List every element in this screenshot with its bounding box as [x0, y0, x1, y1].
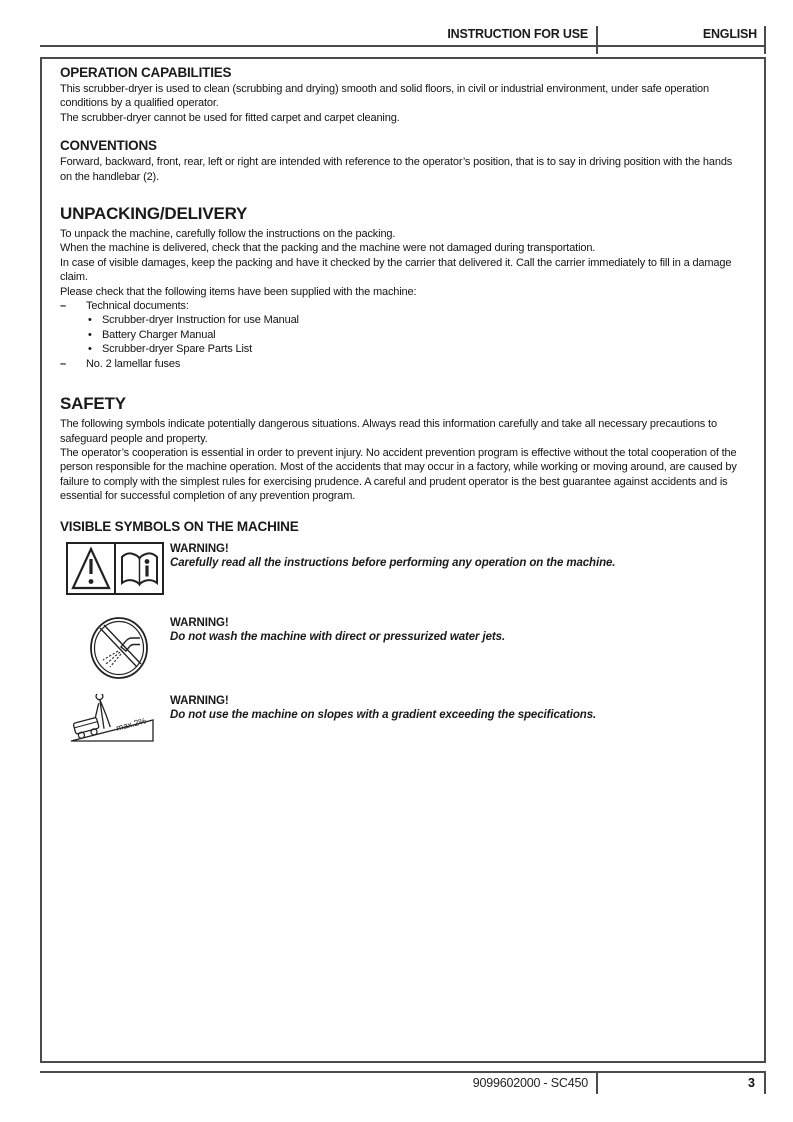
page-header [40, 27, 766, 47]
warning-body [170, 694, 746, 721]
paragraph: To unpack the machine, carefully follow the instructions on the packing. [60, 228, 396, 241]
max-slope-icon [60, 694, 170, 749]
footer-divider-tick [596, 1073, 598, 1094]
paragraph: This scrubber-dryer is used to clean (scrubbing and drying) smooth and solid floors, in civil or industrial environment, under safe operation conditions by a qualified operator. [60, 83, 709, 110]
footer-divider-tick [764, 1073, 766, 1094]
supplied-items-list [60, 299, 746, 371]
warning-block [60, 542, 746, 600]
paragraph: Forward, backward, front, rear, left or right are intended with reference to the operator’s position, that is to say in driving position with the hands on the handlebar (2). [60, 156, 733, 183]
list-item-text: No. 2 lamellar fuses [86, 357, 181, 370]
warning-block [60, 616, 746, 685]
warning-text: Do not wash the machine with direct or pressurized water jets. [170, 630, 506, 643]
warning-label: WARNING! [170, 542, 229, 555]
warning-text: Do not use the machine on slopes with a gradient exceeding the specifications. [170, 708, 597, 721]
paragraph: Please check that the following items have been supplied with the machine: [60, 285, 417, 298]
warning-label: WARNING! [170, 694, 229, 707]
page-number: 3 [748, 1076, 755, 1090]
section-heading-visible-symbols: VISIBLE SYMBOLS ON THE MACHINE [60, 518, 299, 534]
bullet-marker: • [88, 314, 92, 327]
read-manual-warning-icon [60, 542, 170, 600]
list-item-text: Technical documents: [86, 300, 189, 313]
section-heading-conventions: CONVENTIONS [60, 138, 157, 154]
doc-title: INSTRUCTION FOR USE [447, 27, 588, 41]
warning-text: Carefully read all the instructions before performing any operation on the machine. [170, 556, 616, 569]
section-heading-safety: SAFETY [60, 394, 126, 414]
bullet-marker: – [60, 357, 66, 370]
list-item [60, 328, 746, 342]
list-item-text: Scrubber-dryer Spare Parts List [102, 343, 253, 356]
header-divider-tick [764, 26, 766, 54]
page-footer [40, 1071, 766, 1090]
bullet-marker: – [60, 300, 66, 313]
no-pressurized-water-icon [60, 616, 170, 685]
section-heading-unpacking-delivery: UNPACKING/DELIVERY [60, 204, 248, 224]
document-code: 9099602000 - SC450 [472, 1076, 588, 1090]
list-item [60, 342, 746, 356]
paragraph: When the machine is delivered, check that the packing and the machine were not damaged during transportation. [60, 242, 596, 255]
list-item [60, 299, 746, 313]
list-item-text: Battery Charger Manual [102, 328, 216, 341]
paragraph: The scrubber-dryer cannot be used for fitted carpet and carpet cleaning. [60, 111, 400, 124]
bullet-marker: • [88, 328, 92, 341]
warning-body [170, 616, 746, 643]
warning-label: WARNING! [170, 616, 229, 629]
bullet-marker: • [88, 343, 92, 356]
paragraph: The operator’s cooperation is essential in order to prevent injury. No accident prevention program is effective without the total cooperation of the person responsible for the machine operation. Most of the accidents that may occur in a factory, while working or moving around, are caused by failure to comply with the simplest rules for exercising prudence. A careful and prudent operator is the best guarantee against accidents and is essential for successful completion of any prevention program. [60, 446, 737, 503]
slope-limit-label: max.2% [114, 714, 148, 733]
paragraph: In case of visible damages, keep the packing and have it checked by the carrier that delivered it. Call the carrier immediately to fill in a damage claim. [60, 256, 732, 284]
list-item-text: Scrubber-dryer Instruction for use Manual [102, 314, 299, 327]
warning-body [170, 542, 746, 569]
header-divider-tick [596, 26, 598, 54]
header-rule [40, 27, 766, 47]
list-item [60, 313, 746, 327]
paragraph: The following symbols indicate potentially dangerous situations. Always read this information carefully and take all necessary precautions to safeguard people and property. [60, 418, 717, 445]
warning-block [60, 694, 746, 749]
list-item [60, 357, 746, 371]
language-label: ENGLISH [702, 27, 757, 41]
content-frame [40, 57, 766, 1063]
section-heading-operation-capabilities: OPERATION CAPABILITIES [60, 65, 232, 80]
